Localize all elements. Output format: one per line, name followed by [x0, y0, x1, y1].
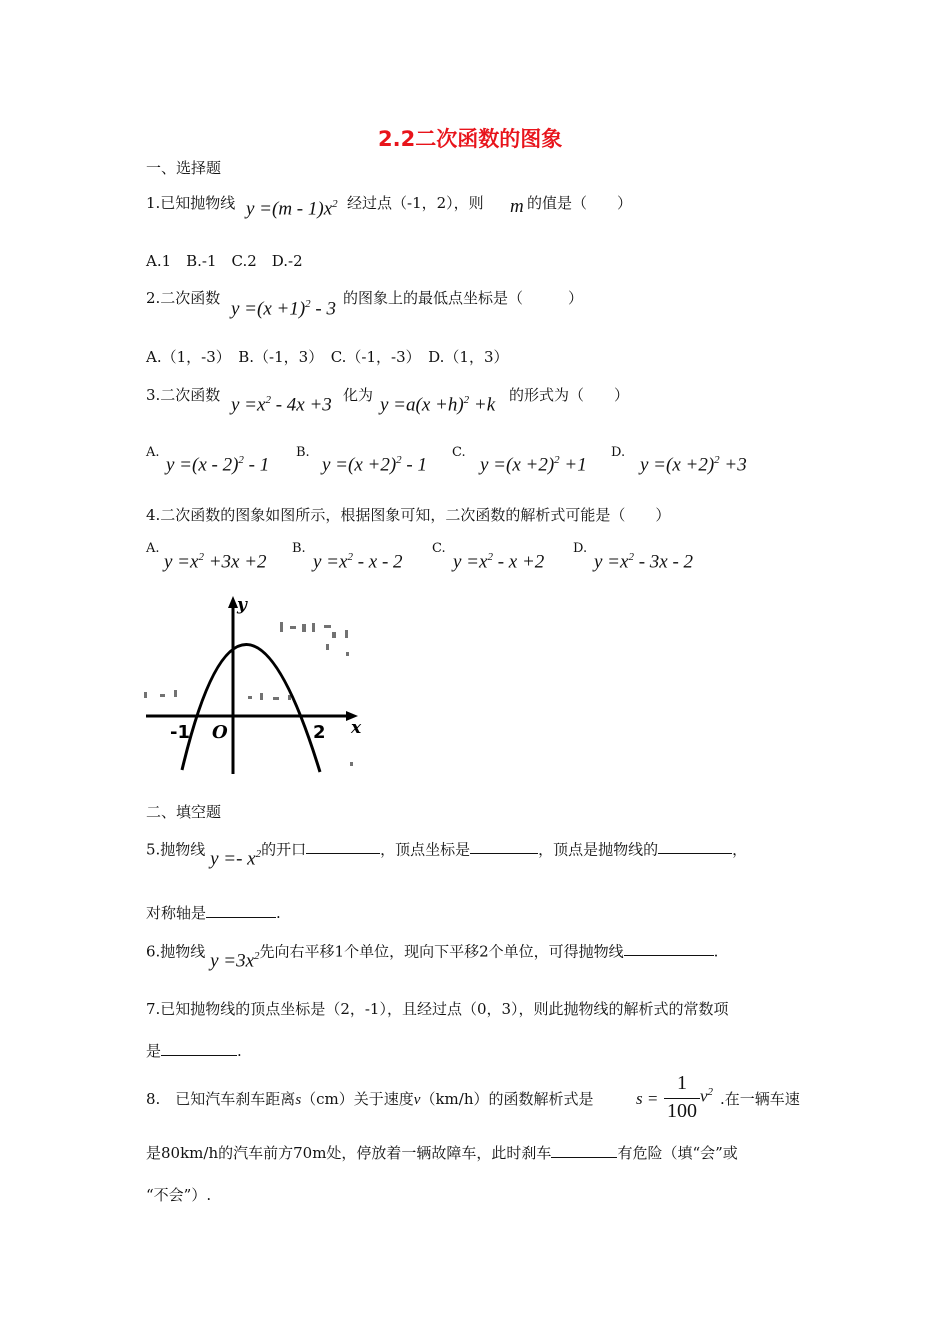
q2-prefix: 2.二次函数 [146, 289, 221, 307]
q2-suffix: 的图象上的最低点坐标是（ ） [343, 289, 584, 307]
q3-formula-1: $y =x^2 - 4x +3$ [231, 394, 332, 416]
q4-option-b-label: B. [292, 541, 306, 556]
q1-variable: m [510, 196, 524, 217]
q4-option-a-label: A. [146, 541, 160, 556]
q2-formula: $y =(x +1)^2 - 3$ [231, 298, 336, 320]
parabola-curve [182, 644, 320, 772]
q3-option-a: y =(x - 2)$^2$ - 1 [166, 454, 270, 476]
q8-fraction-bar [664, 1098, 700, 1099]
page-title: 2.2二次函数的图象 [378, 127, 563, 151]
q4-option-b: $y =x^2 - x - 2$ [313, 551, 403, 573]
graph-x-label: x [351, 718, 362, 738]
q3-option-d-label: D. [611, 445, 626, 460]
q8-formula-v: $v^2$ [700, 1086, 714, 1106]
q1-options: A.1 B.-1 C.2 D.-2 [146, 252, 303, 270]
q3-option-b: $y =(x +2)^2 - 1$ [322, 454, 427, 476]
q2-options: A.（1，-3） B.（-1，3） C.（-1，-3） D.（1，3） [146, 348, 509, 366]
q3-option-c-label: C. [452, 445, 466, 460]
q8-line-3: “不会”）. [146, 1186, 212, 1204]
q1-middle: 经过点（-1，2），则 [347, 194, 484, 212]
q5-blank-opening[interactable] [306, 839, 380, 854]
q1-formula: $y =(m - 1)x^2$ [246, 198, 338, 220]
q3-option-c: $y =(x +2)^2 +1$ [480, 454, 587, 476]
q4-text: 4.二次函数的图象如图所示，根据图象可知，二次函数的解析式可能是（ ） [146, 506, 671, 524]
q3-option-b-label: B. [296, 445, 310, 460]
q3-formula-2: $y =a(x +h)^2 +k$ [380, 394, 496, 416]
q5-blank-vertex[interactable] [470, 839, 538, 854]
q1-suffix: 的值是（ ） [527, 194, 633, 212]
q5-line-1: 5.抛物线 $y =- x^2$的开口 ，顶点坐标是 ，顶点是抛物线的 ， [146, 840, 748, 870]
q6-formula: $y =3x^2$ [210, 950, 260, 972]
q3-suffix: 的形式为（ ） [509, 386, 630, 404]
section-heading-fill: 二、填空题 [146, 803, 222, 821]
graph-left-root-label: -1 [170, 722, 190, 743]
q8-fraction-numerator: 1 [677, 1072, 687, 1094]
q8-line-1: 8. 已知汽车刹车距离s（cm）关于速度v（km/h）的函数解析式是 [146, 1090, 594, 1108]
q8-line-1-tail: .在一辆车速 [720, 1090, 800, 1108]
q3-option-d: $y =(x +2)^2 +3$ [640, 454, 747, 476]
q8-formula-lhs: s = [636, 1089, 659, 1108]
q4-option-a: $y =x^2 +3x +2$ [164, 551, 267, 573]
q3-prefix: 3.二次函数 [146, 386, 221, 404]
q3-middle: 化为 [343, 386, 374, 404]
q7-line-2: 是 . [146, 1042, 242, 1060]
q7-line-1: 7.已知抛物线的顶点坐标是（2，-1），且经过点（0，3），则此抛物线的解析式的常数项 [146, 1000, 729, 1018]
q1-prefix: 1.已知抛物线 [146, 194, 236, 212]
q5-line-2: 对称轴是 . [146, 904, 281, 922]
q4-option-c-label: C. [432, 541, 446, 556]
q6-blank[interactable] [624, 941, 714, 956]
graph-right-root-label: 2 [313, 722, 326, 743]
q4-parabola-graph [140, 592, 370, 777]
graph-y-label: y [237, 595, 247, 615]
section-heading-choice: 一、选择题 [146, 159, 222, 177]
q7-blank[interactable] [161, 1041, 237, 1056]
q4-option-d-label: D. [573, 541, 588, 556]
q8-blank[interactable] [551, 1143, 617, 1158]
graph-origin-label: O [212, 722, 228, 743]
q5-formula: $y =- x^2$ [210, 848, 262, 870]
q4-option-d: $y =x^2 - 3x - 2$ [594, 551, 694, 573]
q6-line: 6.抛物线 $y =3x^2$先向右平移1个单位，现向下平移2个单位，可得抛物线 . [146, 942, 719, 972]
q3-option-a-label: A. [146, 445, 160, 460]
q5-blank-axis[interactable] [206, 903, 276, 918]
q5-blank-vertex-type[interactable] [658, 839, 732, 854]
q8-line-2: 是80km/h的汽车前方70m处，停放着一辆故障车，此时刹车 有危险（填“会”或 [146, 1144, 738, 1162]
q8-fraction-denominator: 100 [667, 1100, 697, 1122]
q4-option-c: $y =x^2 - x +2$ [453, 551, 545, 573]
